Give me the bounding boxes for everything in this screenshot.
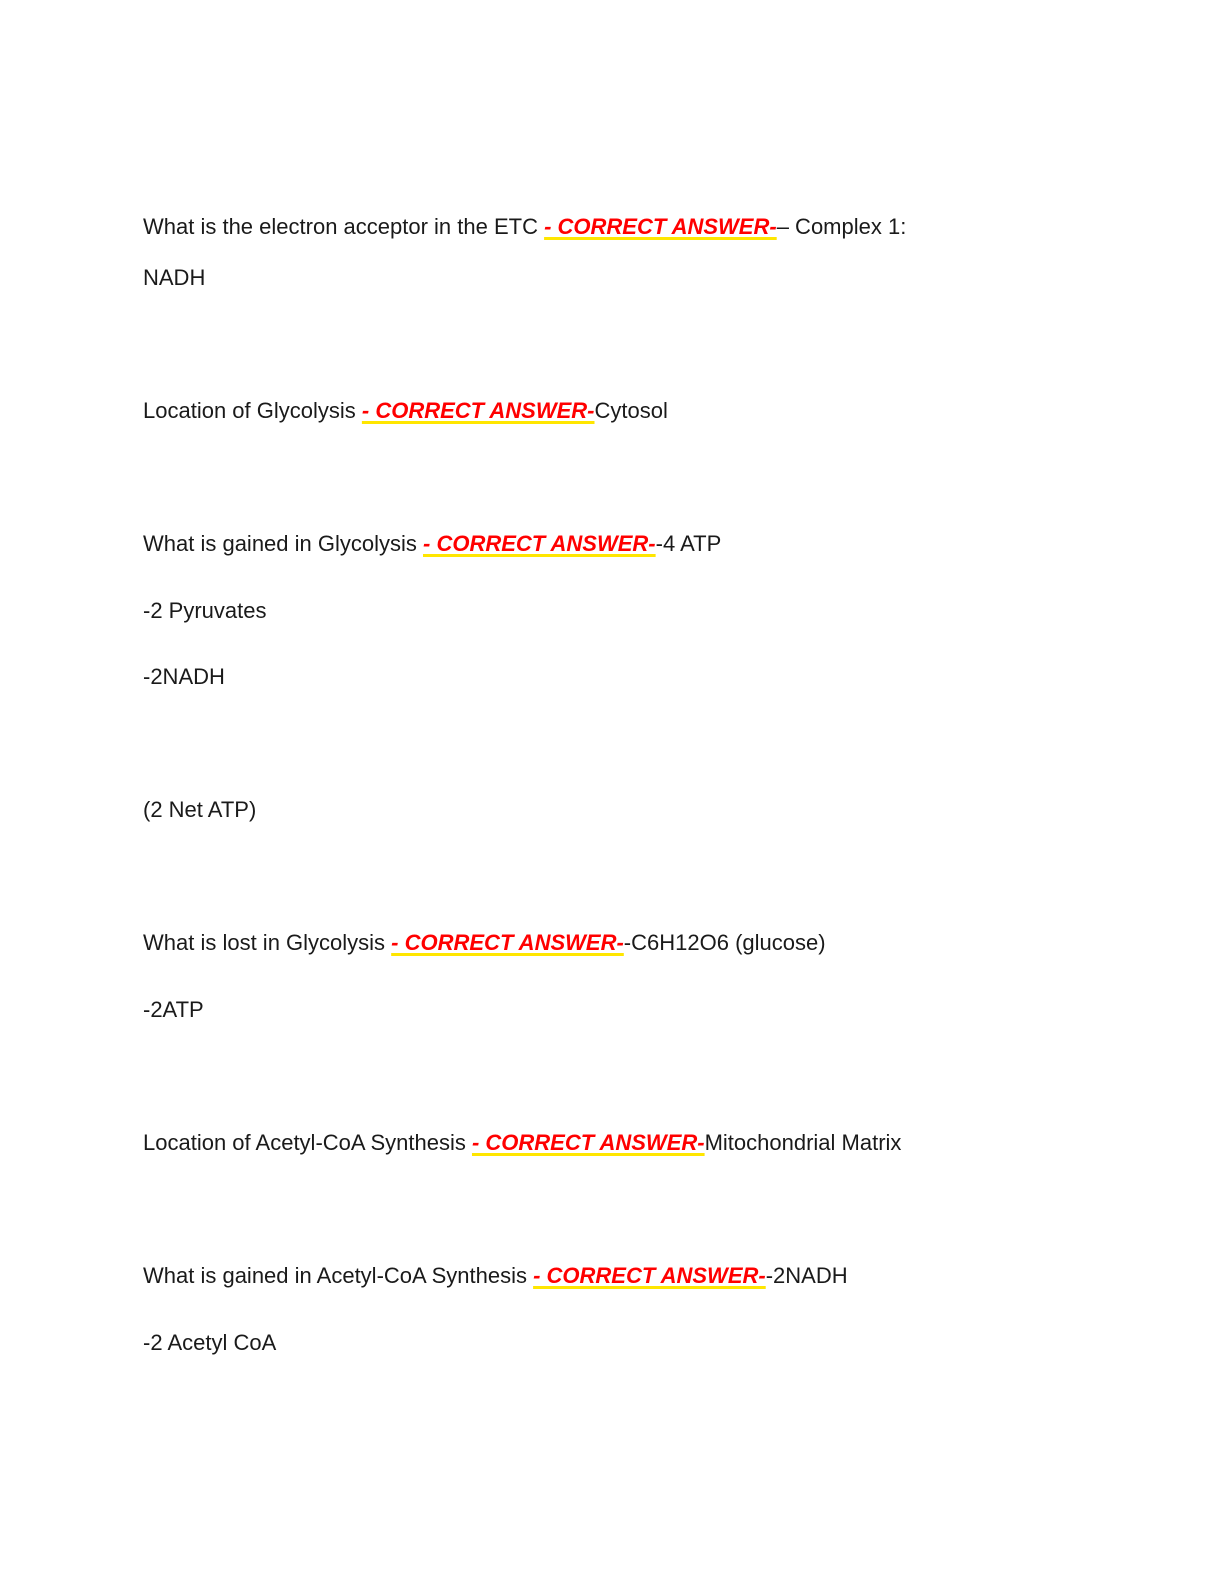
qa-question-line <box>143 1262 848 1290</box>
question-text: What is lost in Glycolysis <box>143 930 392 955</box>
answer-continuation: -2 Pyruvates <box>143 598 267 623</box>
question-text: Location of Glycolysis <box>143 398 362 423</box>
answer-text: Cytosol <box>594 398 668 423</box>
qa-question-line <box>143 1129 901 1157</box>
answer-continuation: -2NADH <box>143 664 225 689</box>
correct-answer-tag: - CORRECT ANSWER- <box>361 398 595 423</box>
correct-answer-tag: - CORRECT ANSWER- <box>391 930 624 955</box>
answer-continuation: -2 Acetyl CoA <box>143 1330 277 1355</box>
answer-text: -C6H12O6 (glucose) <box>623 930 826 955</box>
question-text: What is the electron acceptor in the ETC <box>143 214 545 239</box>
correct-answer-tag: - CORRECT ANSWER- <box>544 214 777 239</box>
question-text: Location of Acetyl-CoA Synthesis <box>143 1130 472 1155</box>
question-text: What is gained in Acetyl-CoA Synthesis <box>143 1263 534 1288</box>
question-text: What is gained in Glycolysis <box>143 531 423 556</box>
qa-question-line <box>143 213 906 241</box>
qa-question-line <box>143 397 668 425</box>
answer-text: -4 ATP <box>655 531 722 556</box>
correct-answer-tag: - CORRECT ANSWER- <box>533 1263 766 1288</box>
answer-continuation: (2 Net ATP) <box>143 797 257 822</box>
answer-continuation: NADH <box>143 265 206 290</box>
correct-answer-tag: - CORRECT ANSWER- <box>423 531 656 556</box>
answer-text: Mitochondrial Matrix <box>704 1130 902 1155</box>
qa-question-line <box>143 530 721 558</box>
answer-text: -2NADH <box>765 1263 848 1288</box>
answer-continuation: -2ATP <box>143 997 204 1022</box>
qa-question-line <box>143 929 826 957</box>
correct-answer-tag: - CORRECT ANSWER- <box>471 1130 705 1155</box>
answer-text: – Complex 1: <box>776 214 907 239</box>
